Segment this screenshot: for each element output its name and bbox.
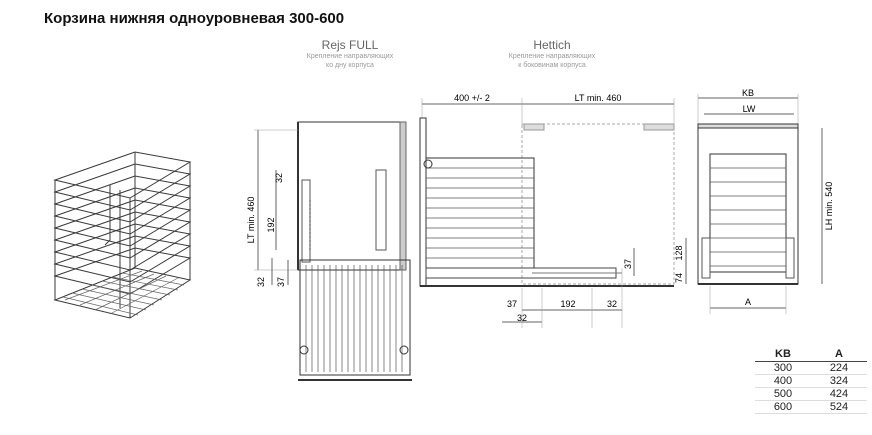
front-dim-lw: LW [742,104,756,114]
rejs-side-view [240,110,420,385]
hettich-dim-lt: LT min. 460 [574,93,622,103]
hettich-dim-32: 32 [516,313,528,323]
hettich-sub2: к боковинам корпуса [518,62,586,69]
basket-illustration [50,140,200,320]
hettich-dim-32-right: 32 [606,299,618,309]
hettich-dim-400: 400 +/- 2 [454,93,490,103]
kb-a-table [755,347,867,414]
front-dim-a: A [744,297,752,307]
rejs-dim-37: 37 [276,276,286,288]
page-title: Корзина нижняя одноуровневая 300-600 [44,10,345,27]
rejs-dim-32a: 32 [274,172,284,184]
table-cell: 500 [755,388,811,401]
table-header-kb: KB [755,347,811,362]
table-cell: 600 [755,401,811,414]
hettich-dim-37-right: 37 [623,258,633,270]
rejs-dim-192: 192 [266,217,276,233]
hettich-dim-192: 192 [560,299,576,309]
rejs-dim-32b: 32 [256,276,266,288]
rejs-sub2: ко дну корпуса [326,62,374,69]
table-row [755,401,867,414]
table-cell: 300 [755,362,811,375]
hettich-sub1: Крепление направляющих [508,53,596,60]
table-cell: 224 [811,362,867,375]
table-row [755,375,867,388]
hettich-dim-37: 37 [506,299,518,309]
rejs-dim-lt: LT min. 460 [246,196,256,244]
table-row [755,362,867,375]
rejs-heading: Rejs FULL [321,38,379,52]
hettich-caption [482,38,622,70]
table-row [755,388,867,401]
rejs-caption [280,38,420,70]
hettich-heading: Hettich [533,38,571,52]
front-dim-kb: KB [741,88,755,98]
table-cell: 424 [811,388,867,401]
table-cell: 524 [811,401,867,414]
table-cell: 324 [811,375,867,388]
rejs-sub1: Крепление направляющих [306,53,394,60]
front-dim-74: 74 [674,272,684,284]
table-cell: 400 [755,375,811,388]
table-header-a: A [811,347,867,362]
front-dim-lh: LH min. 540 [824,181,834,231]
front-dim-128: 128 [674,245,684,261]
front-view [672,88,842,318]
hettich-side-view [412,88,687,328]
